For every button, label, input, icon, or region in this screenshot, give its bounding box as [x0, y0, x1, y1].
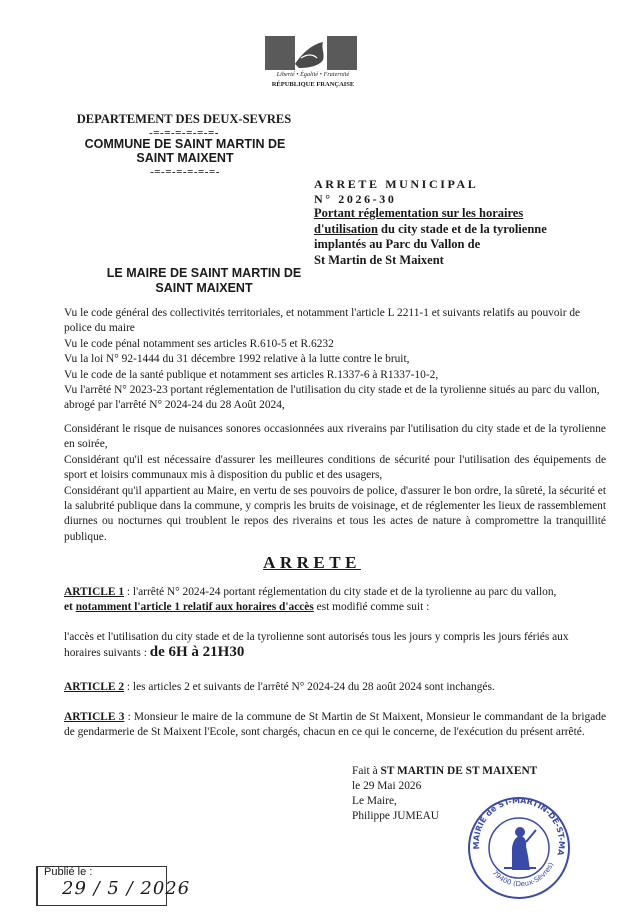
subject-line-3: implantés au Parc du Vallon de — [314, 237, 481, 251]
signature-place: ST MARTIN DE ST MAIXENT — [380, 765, 538, 777]
svg-text:MAIRIE de ST-MARTIN-DE-ST-MAIX: MAIRIE de ST-MARTIN-DE-ST-MA — [471, 795, 567, 857]
article-3-label: ARTICLE 3 — [64, 711, 125, 723]
visa: Vu l'arrêté N° 2023-23 portant réglementation de l'utilisation du city stade et de la tyrolienne situés au parc du vallon, abrogé par l'arrêté N° 2024-24 du 28 Août 2024, — [64, 384, 600, 412]
arrete-title: ARRETE MUNICIPAL — [314, 177, 479, 191]
article-2-label: ARTICLE 2 — [64, 681, 125, 693]
maire-line-2: SAINT MAIXENT — [155, 281, 253, 295]
article-1: ARTICLE 1 : l'arrêté N° 2024-24 portant réglementation du city stade et de la tyrolienne au parc du vallon, et notamment l'article 1 relatif aux horaires d'accès est modifié comme suit : l'accès et l'utilisation du city stade et de la tyrolienne sont autorisés tous les jours y compris les jours fériés aux horaires suivants : de 6H à 21H30 — [64, 586, 569, 661]
article-1-hours: de 6H à 21H30 — [149, 644, 245, 661]
maire-line-1: LE MAIRE DE SAINT MARTIN DE — [106, 266, 302, 280]
arrete-heading — [314, 177, 478, 207]
considerant: Considérant qu'il appartient au Maire, en vertu de ses pouvoirs de police, d'assurer le bon ordre, la sûreté, la sécurité et la salubrité publique dans la commune, y compris les bruits de voisinage, et de réglementer les lieux de rassemblement diurnes ou nocturnes qui troublent le repos des riverains et tous les actes de nature à compromettre la tranquillité publique. — [64, 484, 606, 543]
commune-line-1: COMMUNE DE SAINT MARTIN DE — [84, 137, 286, 151]
department-header — [74, 112, 294, 139]
visa: Vu la loi N° 92-1444 du 31 décembre 1992 relative à la lutte contre le bruit, — [64, 353, 410, 366]
signature-date: le 29 Mai 2026 — [352, 780, 422, 792]
marianne-logo — [263, 34, 359, 76]
article-1-label: ARTICLE 1 — [64, 586, 125, 598]
visas-section — [64, 306, 606, 414]
publication-date: 29 / 5 / 2026 — [62, 878, 191, 899]
subject-line-4: St Martin de St Maixent — [314, 252, 444, 267]
considerant: Considérant qu'il est nécessaire d'assurer les meilleures conditions de sécurité pour l'utilisation des équipements de sport et loisirs communaux mis à disposition du public et des usagers, — [64, 453, 606, 482]
subject-line-1: Portant réglementation sur les horaires — [314, 206, 524, 220]
separator: -=-=-=-=-=-=- — [149, 127, 219, 139]
considerants-section — [64, 422, 606, 545]
considerant: Considérant le risque de nuisances sonores occasionnées aux riverains par l'utilisation du city stade et de la tyrolienne en soirée, — [64, 423, 606, 451]
signature-block: Fait à ST MARTIN DE ST MAIXENT le 29 Mai 2026 Le Maire, Philippe JUMEAU — [352, 765, 538, 822]
arrete-subject — [314, 206, 614, 268]
arrete-section-title: ARRETE — [263, 553, 361, 572]
republic-motto: Liberté • Égalité • Fraternité — [276, 72, 350, 78]
mairie-seal — [464, 792, 574, 902]
republic-label: RÉPUBLIQUE FRANÇAISE — [271, 81, 355, 88]
visa: Vu le code général des collectivités territoriales, et notamment l'article L 2211-1 et suivants relatifs au pouvoir de police du maire — [64, 307, 581, 335]
maire-header — [104, 266, 304, 296]
article-1-emphasis: notamment l'article 1 relatif aux horaires d'accès — [75, 601, 314, 614]
arrete-number: N° 2026-30 — [314, 192, 397, 206]
visa: Vu le code de la santé publique et notamment ses articles R.1337-6 à R1337-10-2, — [64, 368, 439, 381]
publication-label: Publié le : — [44, 866, 93, 878]
article-1-access: l'accès et l'utilisation du city stade et de la tyrolienne sont autorisés tous les jours y compris les jours fériés aux horaires suivants : — [64, 630, 569, 660]
department-name: DEPARTEMENT DES DEUX-SEVRES — [76, 112, 292, 126]
svg-text:79400 (Deux-Sèvres): 79400 (Deux-Sèvres) — [490, 861, 556, 889]
article-3: ARTICLE 3 : Monsieur le maire de la commune de St Martin de St Maixent, Monsieur le commandant de la brigade de gendarmerie de St Maixent l'Ecole, sont chargés, chacun en ce qui le concerne, de l'exécution du présent arrêté. — [64, 711, 606, 739]
signature-role: Le Maire, — [352, 795, 397, 807]
article-2: ARTICLE 2 : les articles 2 et suivants de l'arrêté N° 2024-24 du 28 août 2024 sont inchangés. — [64, 681, 495, 693]
commune-line-2: SAINT MAIXENT — [136, 151, 234, 165]
commune-header — [72, 137, 298, 179]
visa: Vu le code pénal notamment ses articles R.610-5 et R.6232 — [64, 337, 334, 350]
subject-line-2: d'utilisation du city stade et de la tyrolienne — [314, 221, 547, 236]
separator: -=-=-=-=-=-=- — [150, 166, 220, 178]
signature-name: Philippe JUMEAU — [352, 810, 440, 822]
